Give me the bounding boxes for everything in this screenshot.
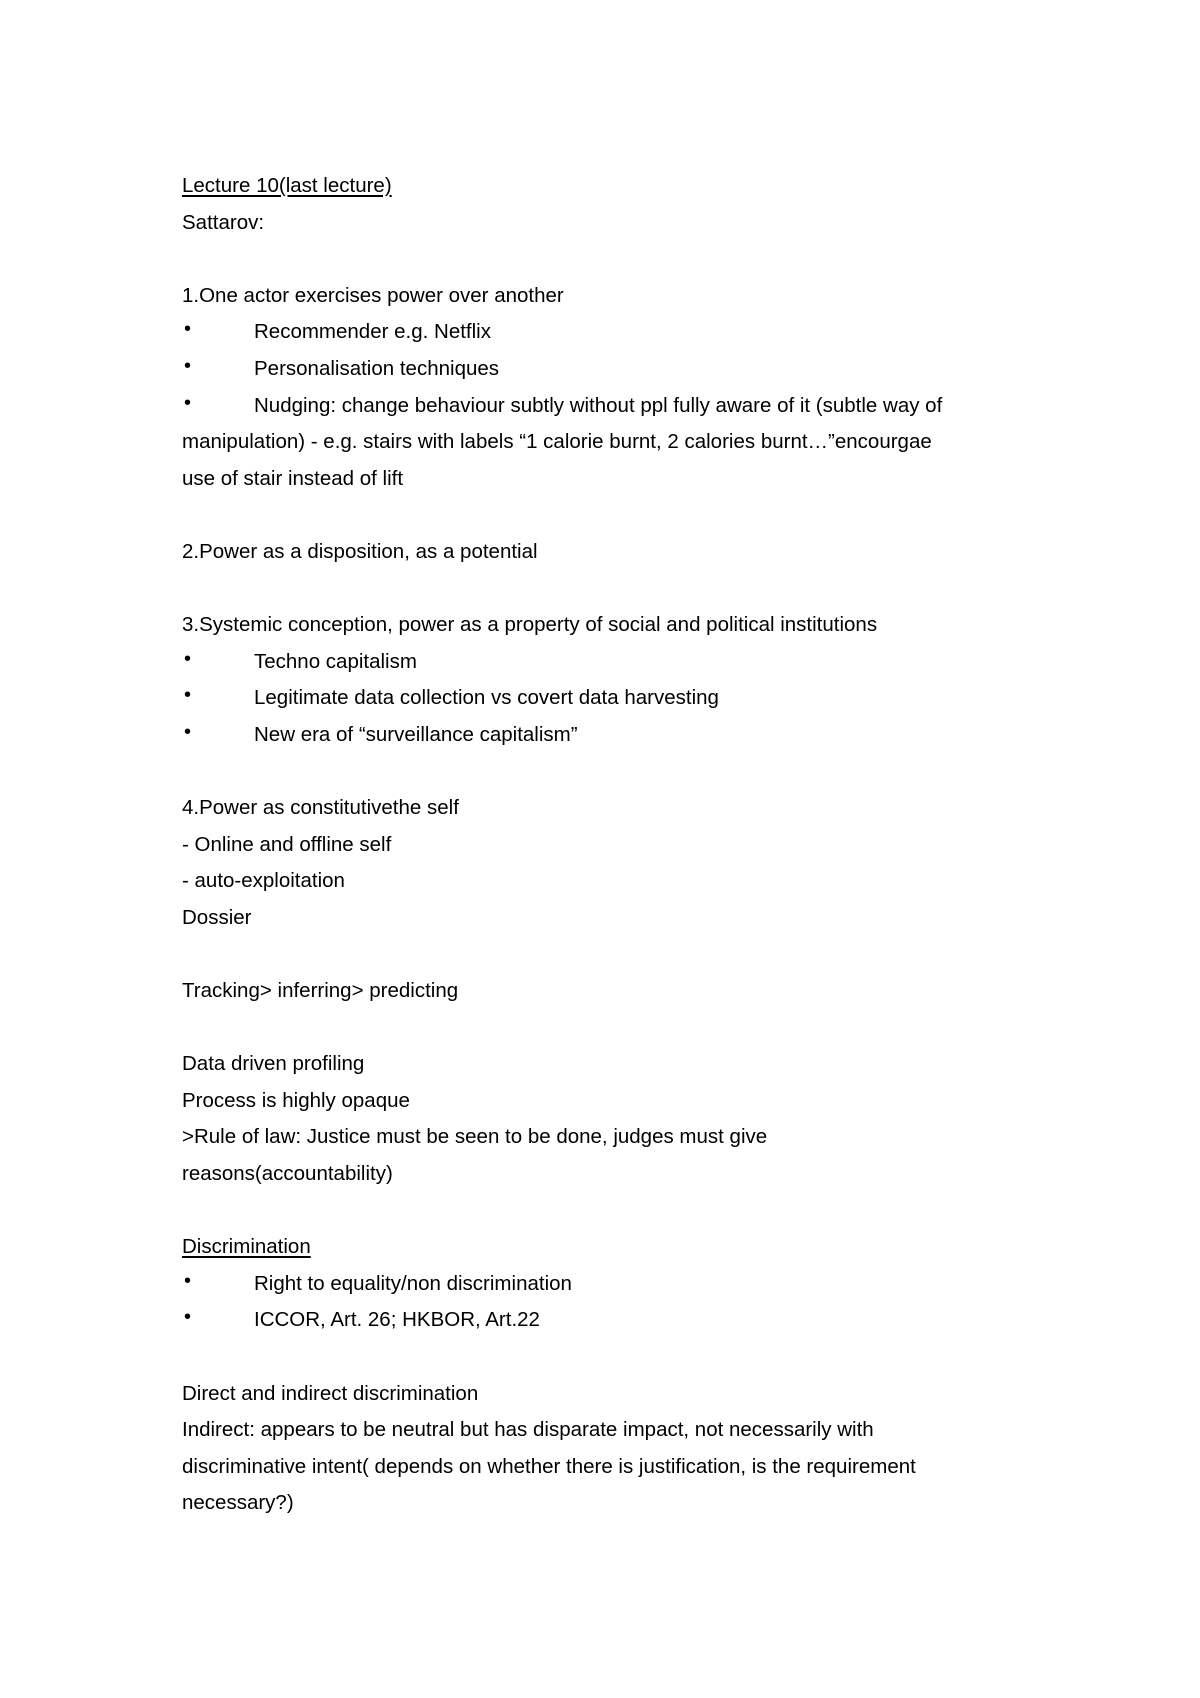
profiling-line: reasons(accountability) bbox=[182, 1162, 393, 1186]
section-4-line: - auto-exploitation bbox=[182, 869, 345, 893]
list-item bbox=[182, 680, 1062, 717]
list-item bbox=[182, 1302, 1062, 1339]
list-item-text: Right to equality/non discrimination bbox=[254, 1271, 572, 1295]
section-1-heading: 1.One actor exercises power over another bbox=[182, 283, 564, 307]
list-item-text: New era of “surveillance capitalism” bbox=[254, 722, 578, 746]
blank-line bbox=[182, 1010, 1062, 1047]
bullet-icon: • bbox=[184, 684, 192, 707]
document-title: Lecture 10(last lecture) bbox=[182, 174, 392, 197]
direct-indirect-line: Indirect: appears to be neutral but has disparate impact, not necessarily with bbox=[182, 1418, 874, 1442]
direct-indirect-line: necessary?) bbox=[182, 1491, 294, 1515]
discrimination-heading: Discrimination bbox=[182, 1235, 311, 1259]
blank-line bbox=[182, 571, 1062, 608]
bullet-icon: • bbox=[184, 391, 192, 414]
list-item bbox=[182, 1266, 1062, 1303]
list-item bbox=[182, 388, 1062, 425]
nudging-continuation: use of stair instead of lift bbox=[182, 466, 404, 490]
profiling-line: >Rule of law: Justice must be seen to be done, judges must give bbox=[182, 1125, 768, 1149]
blank-line bbox=[182, 1193, 1062, 1230]
section-4-heading: 4.Power as constitutivethe self bbox=[182, 796, 459, 820]
list-item-text: Personalisation techniques bbox=[254, 356, 500, 380]
nudging-continuation: manipulation) - e.g. stairs with labels “1 calorie burnt, 2 calories burnt…”encourgae bbox=[182, 430, 932, 454]
list-item-text: Recommender e.g. Netflix bbox=[254, 320, 491, 344]
list-item-text: Nudging: change behaviour subtly without ppl fully aware of it (subtle way of bbox=[254, 393, 943, 417]
direct-indirect-line: Direct and indirect discrimination bbox=[182, 1381, 479, 1405]
list-item bbox=[182, 717, 1062, 754]
section-3-heading: 3.Systemic conception, power as a property of social and political institutions bbox=[182, 613, 878, 637]
blank-line bbox=[182, 241, 1062, 278]
list-item-text: ICCOR, Art. 26; HKBOR, Art.22 bbox=[254, 1308, 540, 1332]
author-line: Sattarov: bbox=[182, 210, 265, 234]
list-item-text: Legitimate data collection vs covert data harvesting bbox=[254, 686, 719, 710]
profiling-line: Data driven profiling bbox=[182, 1052, 365, 1076]
blank-line bbox=[182, 1339, 1062, 1376]
list-item bbox=[182, 351, 1062, 388]
bullet-icon: • bbox=[184, 720, 192, 743]
bullet-icon: • bbox=[184, 1306, 192, 1329]
direct-indirect-line: discriminative intent( depends on whether there is justification, is the requirement bbox=[182, 1454, 916, 1478]
bullet-icon: • bbox=[184, 647, 192, 670]
tracking-line: Tracking> inferring> predicting bbox=[182, 979, 459, 1003]
section-4-line: - Online and offline self bbox=[182, 832, 392, 856]
list-item-text: Techno capitalism bbox=[254, 649, 417, 673]
list-item bbox=[182, 314, 1062, 351]
list-item bbox=[182, 644, 1062, 681]
bullet-icon: • bbox=[184, 1269, 192, 1292]
document-body bbox=[182, 168, 1062, 1522]
profiling-line: Process is highly opaque bbox=[182, 1088, 410, 1112]
bullet-icon: • bbox=[184, 318, 192, 341]
bullet-icon: • bbox=[184, 354, 192, 377]
blank-line bbox=[182, 497, 1062, 534]
blank-line bbox=[182, 754, 1062, 791]
section-4-line: Dossier bbox=[182, 905, 252, 929]
blank-line bbox=[182, 936, 1062, 973]
section-2-heading: 2.Power as a disposition, as a potential bbox=[182, 539, 538, 563]
